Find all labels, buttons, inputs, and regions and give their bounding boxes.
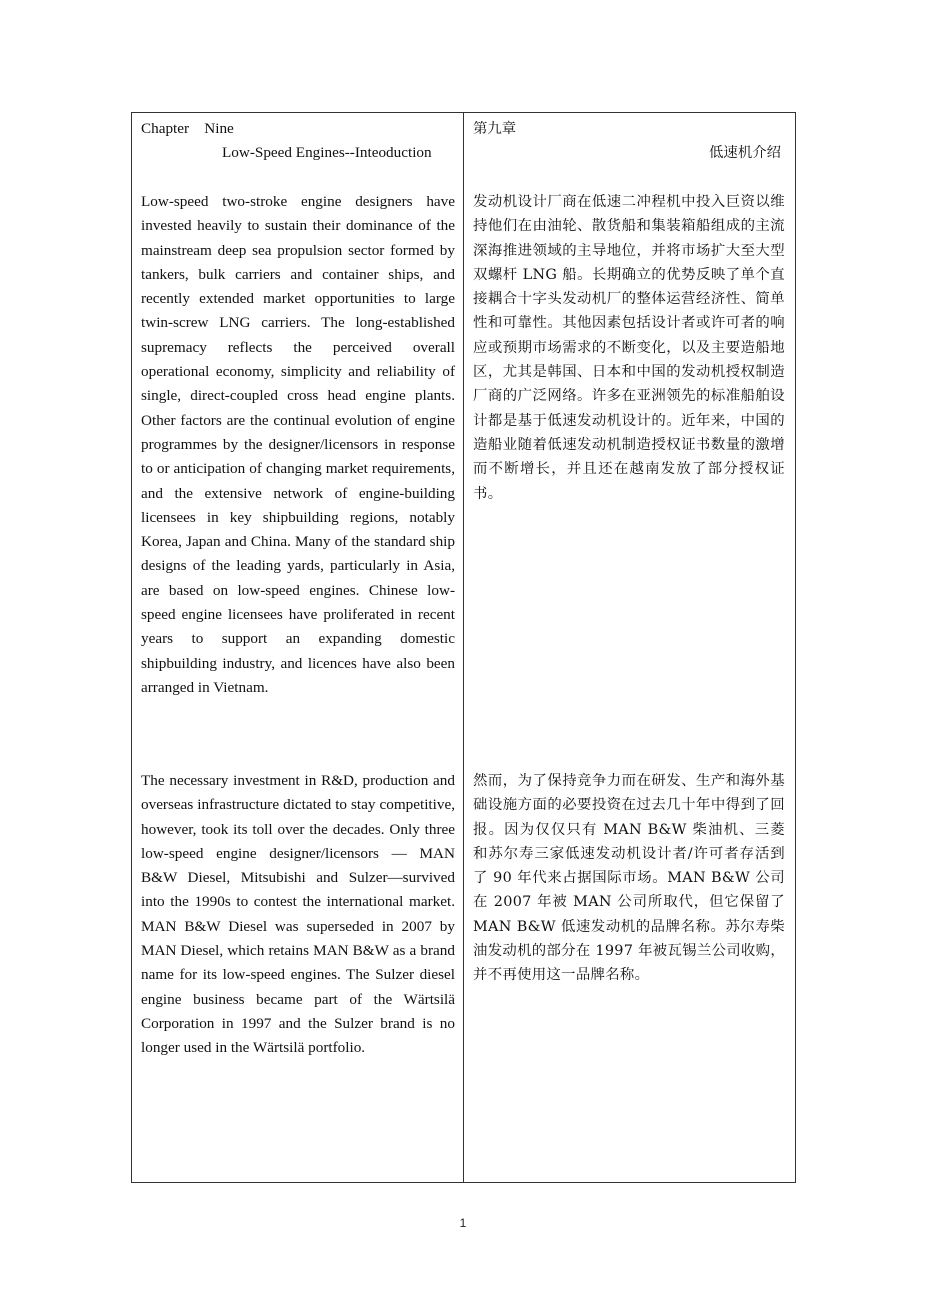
chapter-title-en: Low-Speed Engines--Inteoduction bbox=[222, 144, 432, 162]
page-number: 1 bbox=[459, 1216, 467, 1230]
paragraph-1-en-container bbox=[141, 190, 455, 700]
english-column bbox=[132, 113, 464, 1182]
chapter-label-zh: 第九章 bbox=[473, 121, 517, 137]
chapter-label-en: Chapter Nine bbox=[141, 120, 234, 137]
paragraph-1-zh-container bbox=[473, 190, 785, 506]
paragraph-2-zh: 然而，为了保持竞争力而在研发、生产和海外基础设施方面的必要投资在过去几十年中得到了回报。因为仅仅只有 MAN B&W 柴油机、三菱和苏尔寿三家低速发动机设计者/许可者存活到了 90 年代来占据国际市场。MAN B&W 公司在 2007 年被 MAN 公司所取代，但它保留了 MAN B&W 低速发动机的品牌名称。苏尔寿柴油发动机的部分在 1997 年被瓦锡兰公司收购，并不再使用这一品牌名称。 bbox=[473, 773, 786, 984]
bilingual-table bbox=[131, 112, 796, 1183]
paragraph-2-en: The necessary investment in R&D, production and overseas infrastructure dictated to stay competitive, however, took its toll over the decades. Only three low-speed engine designer/licensors — MAN B&W Diesel, Mitsubishi and Sulzer—survived into the 1990s to contest the international market. MAN B&W Diesel was superseded in 2007 by MAN Diesel, which retains MAN B&W as a brand name for its low-speed engines. The Sulzer diesel engine business became part of the Wärtsilä Corporation in 1997 and the Sulzer brand is no longer used in the Wärtsilä portfolio. bbox=[141, 772, 455, 1057]
chapter-title-zh: 低速机介绍 bbox=[709, 145, 781, 162]
paragraph-1-en: Low-speed two-stroke engine designers have invested heavily to sustain their dominance of the mainstream deep sea propulsion sector formed by tankers, bulk carriers and container ships, and recently extended market opportunities to large twin-screw LNG carriers. The long-established supremacy reflects the perceived overall operational economy, simplicity and reliability of single, direct-coupled cross head engine plants. Other factors are the continual evolution of engine programmes by the designer/licensors in response to or anticipation of changing market requirements, and the extensive network of engine-building licensees in key shipbuilding regions, notably Korea, Japan and China. Many of the standard ship designs of the leading yards, particularly in Asia, are based on low-speed engines. Chinese low-speed engine licensees have proliferated in recent years to support an expanding domestic shipbuilding industry, and licences have also been arranged in Vietnam. bbox=[141, 193, 455, 696]
chinese-column bbox=[464, 113, 795, 1182]
paragraph-1-zh: 发动机设计厂商在低速二冲程机中投入巨资以维持他们在由油轮、散货船和集装箱船组成的主流深海推进领域的主导地位，并将市场扩大至大型双螺杆 LNG 船。长期确立的优势反映了单个直接耦合十字头发动机厂的整体运营经济性、简单性和可靠性。其他因素包括设计者或许可者的响应或预期市场需求的不断变化，以及主要造船地区，尤其是韩国、日本和中国的发动机授权制造厂商的广泛网络。许多在亚洲领先的标准船舶设计都是基于低速发动机设计的。近年来，中国的造船业随着低速发动机制造授权证书数量的激增而不断增长，并且还在越南发放了部分授权证书。 bbox=[473, 194, 785, 502]
paragraph-2-zh-container bbox=[473, 769, 785, 988]
paragraph-2-en-container bbox=[141, 769, 455, 1061]
